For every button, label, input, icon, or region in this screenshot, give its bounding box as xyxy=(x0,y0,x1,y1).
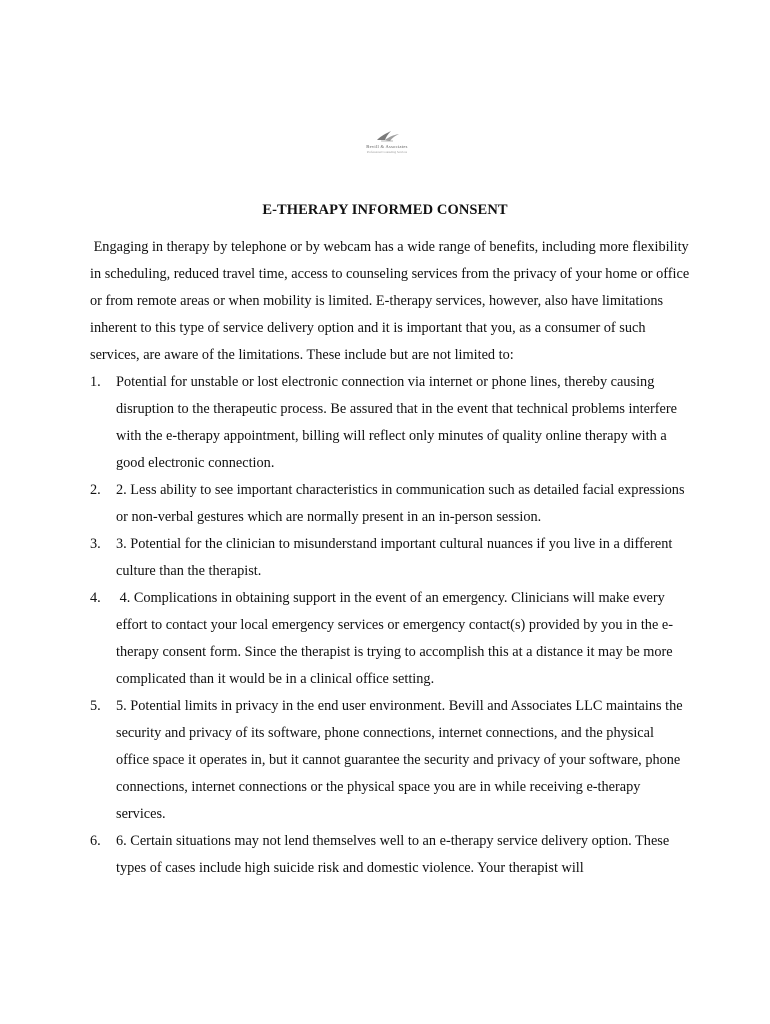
list-item-number: 1. xyxy=(90,374,101,390)
list-item xyxy=(90,585,690,693)
list-item-text: 2. Less ability to see important characteristics in communication such as detailed facial expressions or non-verbal gestures which are normally present in an in-person session. xyxy=(116,482,689,525)
list-item-text: 3. Potential for the clinician to misunderstand important cultural nuances if you live in a different culture than the therapist. xyxy=(116,536,676,579)
list-item xyxy=(90,531,690,585)
list-item-text: 5. Potential limits in privacy in the end user environment. Bevill and Associates LLC maintains the security and privacy of its software, phone connections, internet connections, and the physical office space it operates in, but it cannot guarantee the security and privacy of your software, phone connections, internet connections or the physical space you are in while receiving e-therapy services. xyxy=(116,698,687,822)
list-item-number: 5. xyxy=(90,698,101,714)
document-body xyxy=(90,234,693,882)
list-item-number: 3. xyxy=(90,536,101,552)
list-item xyxy=(90,828,690,882)
logo-name: Bevill & Associates xyxy=(366,144,408,149)
list-item-text: 6. Certain situations may not lend themselves well to an e-therapy service delivery option. These types of cases include high suicide risk and domestic violence. Your therapist will xyxy=(116,833,673,876)
limitations-list xyxy=(90,369,690,882)
list-item xyxy=(90,369,690,477)
bird-logo-icon xyxy=(355,128,419,144)
document-title: E-THERAPY INFORMED CONSENT xyxy=(262,202,508,218)
list-item-number: 4. xyxy=(90,590,101,606)
intro-paragraph: Engaging in therapy by telephone or by webcam has a wide range of benefits, including more flexibility in scheduling, reduced travel time, access to counseling services from the privacy of your home or office or from remote areas or when mobility is limited. E-therapy services, however, also have limitations inherent to this type of service delivery option and it is important that you, as a consumer of such services, are aware of the limitations. These include but are not limited to: xyxy=(90,239,693,363)
list-item xyxy=(90,693,690,828)
list-item-number: 6. xyxy=(90,833,101,849)
list-item-number: 2. xyxy=(90,482,101,498)
list-item xyxy=(90,477,690,531)
logo-tagline: Professional Counseling Services xyxy=(366,150,408,154)
company-logo xyxy=(355,128,419,156)
list-item-text: Potential for unstable or lost electronic connection via internet or phone lines, thereby causing disruption to the therapeutic process. Be assured that in the event that technical problems interfere with the e-therapy appointment, billing will reflect only minutes of quality online therapy with a good electronic connection. xyxy=(116,374,681,471)
list-item-text: 4. Complications in obtaining support in the event of an emergency. Clinicians will make every effort to contact your local emergency services or emergency contact(s) provided by you in the e-therapy consent form. Since the therapist is trying to accomplish this at a distance it may be more complicated than it would be in a clinical office setting. xyxy=(116,590,677,687)
